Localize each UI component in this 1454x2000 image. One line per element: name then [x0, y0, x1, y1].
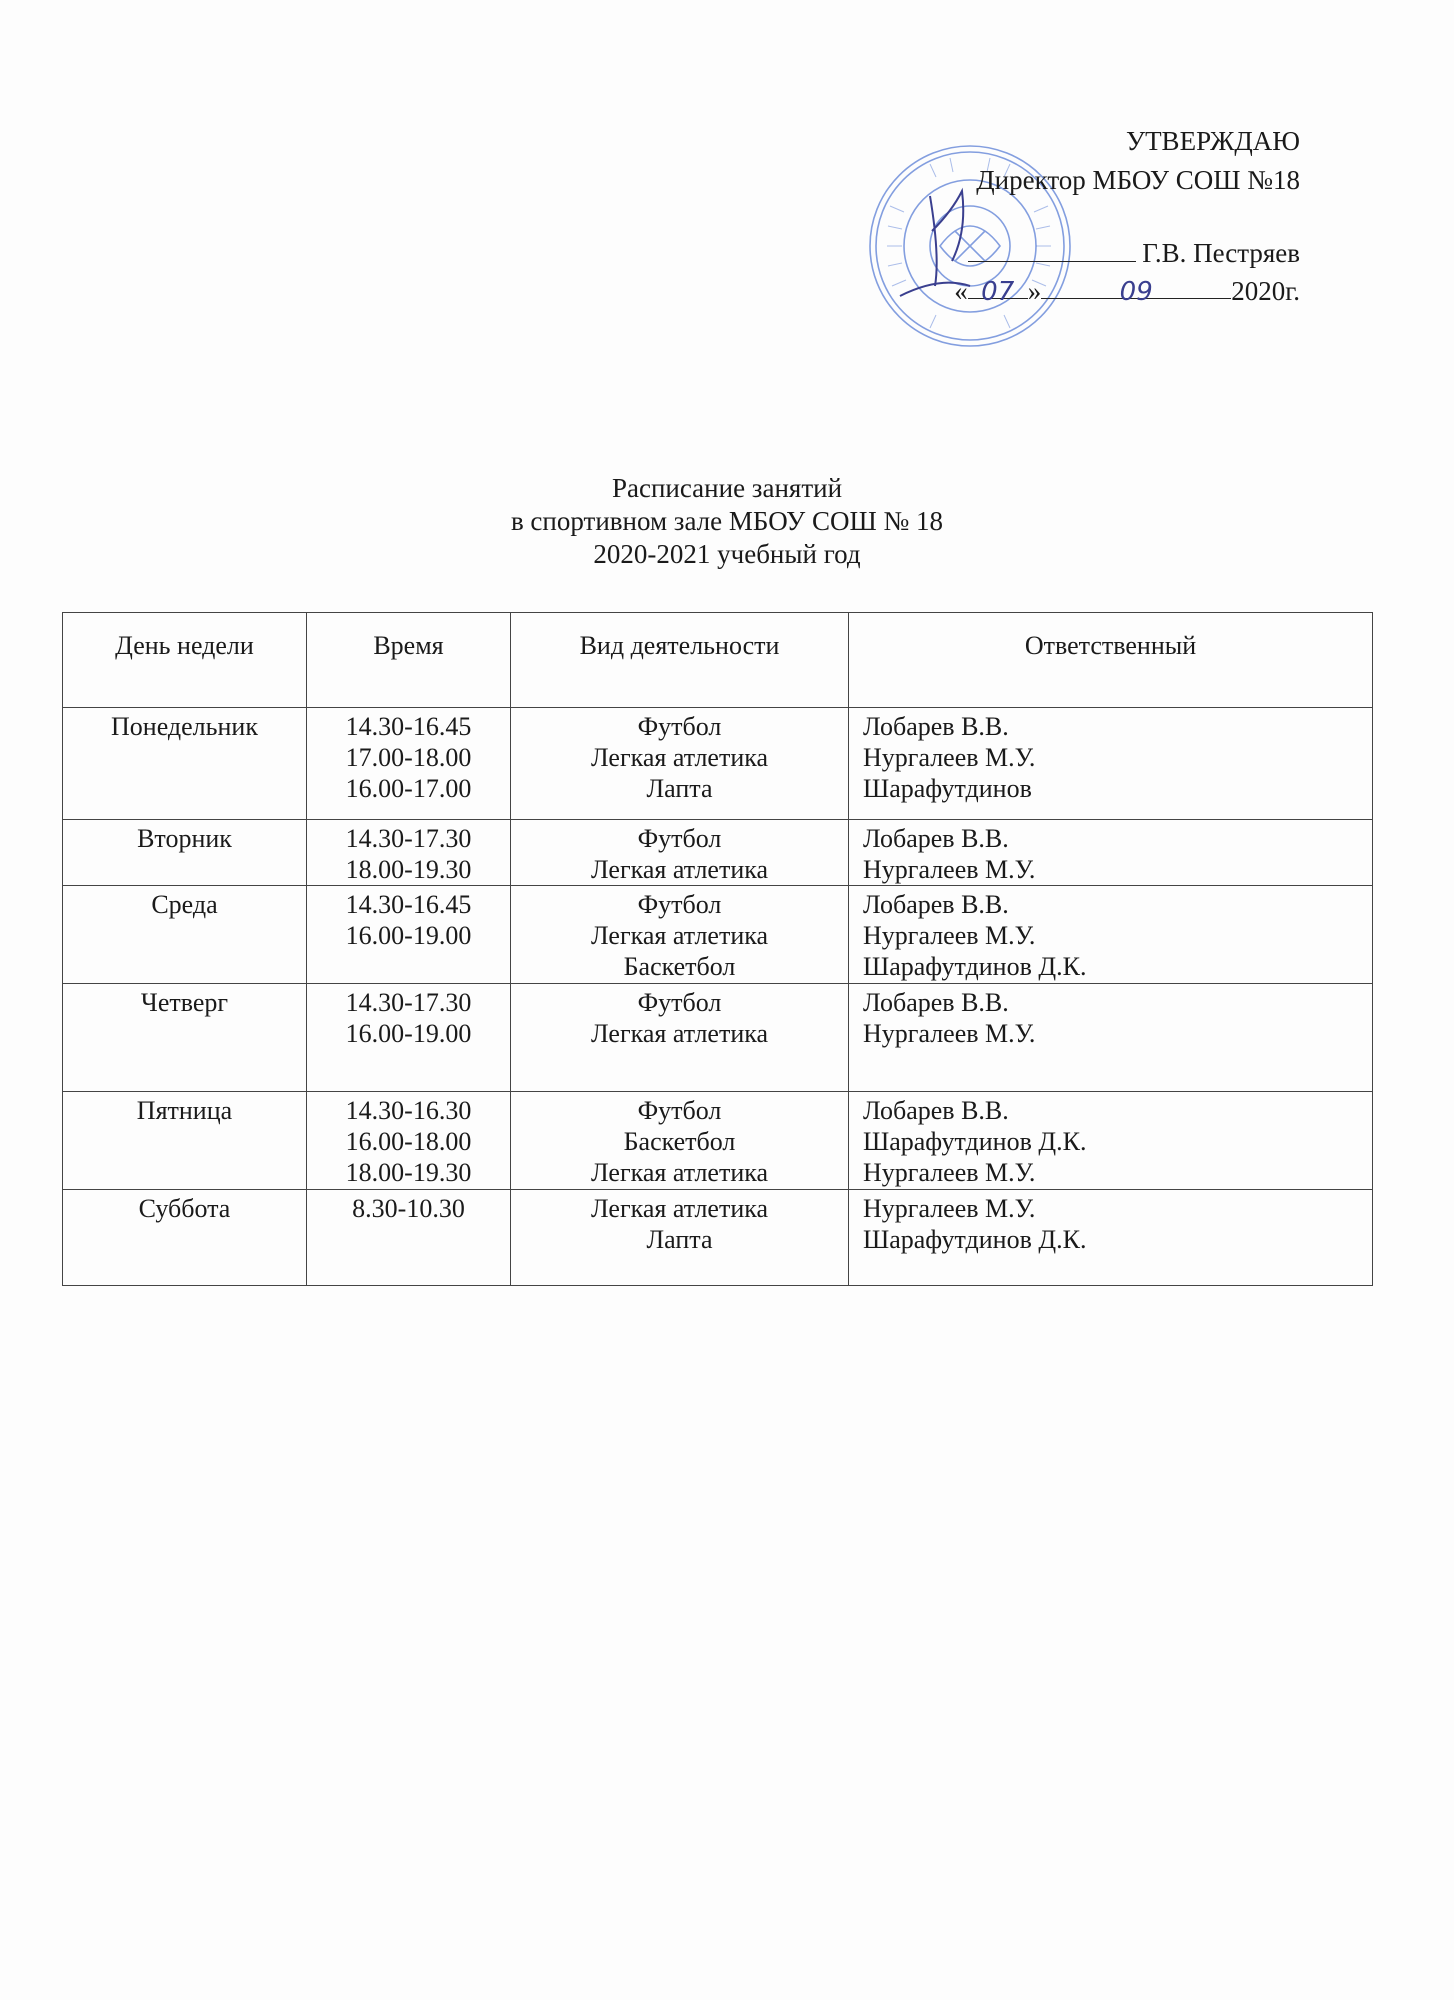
approval-position: Директор МБОУ СОШ №18 [976, 165, 1300, 195]
activity-cell [511, 708, 849, 820]
responsible-cell [849, 1190, 1373, 1286]
responsible-person: Нургалеев М.У. [863, 743, 1036, 772]
responsible-cell [849, 820, 1373, 886]
schedule-table [62, 612, 1373, 1286]
title-line-1: Расписание занятий [611, 473, 843, 503]
activity-item: Легкая атлетика [590, 1158, 769, 1187]
responsible-person: Шарафутдинов Д.К. [863, 1127, 1087, 1156]
table-row [63, 886, 1373, 984]
header-responsible: Ответственный [849, 613, 1373, 708]
time-cell [307, 984, 511, 1092]
approval-signature-line [968, 238, 1301, 269]
responsible-person: Нургалеев М.У. [863, 1019, 1036, 1048]
time-cell [307, 1092, 511, 1190]
title-line-3: 2020-2021 учебный год [593, 539, 861, 569]
responsible-person: Нургалеев М.У. [863, 1158, 1036, 1187]
responsible-cell [849, 1092, 1373, 1190]
time-cell [307, 1190, 511, 1286]
time-slot: 14.30-16.30 [345, 1096, 472, 1125]
time-slot: 14.30-17.30 [345, 988, 472, 1017]
activity-item: Баскетбол [623, 952, 736, 981]
activity-item: Футбол [637, 890, 722, 919]
activity-item: Футбол [637, 824, 722, 853]
activity-cell [511, 820, 849, 886]
approval-date-line: « 07 » 09 2020г. [954, 276, 1300, 307]
time-cell [307, 820, 511, 886]
responsible-person: Нургалеев М.У. [863, 921, 1036, 950]
activity-item: Легкая атлетика [590, 1019, 769, 1048]
responsible-person: Лобарев В.В. [863, 1096, 1009, 1125]
day-cell: Суббота [63, 1190, 307, 1286]
approval-block [860, 126, 1300, 346]
header-activity: Вид деятельности [511, 613, 849, 708]
approval-date-year: 2020г. [1231, 276, 1300, 306]
responsible-person: Лобарев В.В. [863, 988, 1009, 1017]
time-slot: 14.30-16.45 [345, 890, 472, 919]
table-row [63, 708, 1373, 820]
activity-item: Лапта [646, 1225, 713, 1254]
activity-item: Легкая атлетика [590, 743, 769, 772]
activity-item: Баскетбол [623, 1127, 736, 1156]
activity-cell [511, 1092, 849, 1190]
activity-cell [511, 1190, 849, 1286]
time-cell [307, 708, 511, 820]
activity-cell [511, 886, 849, 984]
responsible-person: Шарафутдинов Д.К. [863, 1225, 1087, 1254]
responsible-person: Шарафутдинов [863, 774, 1032, 803]
activity-cell [511, 984, 849, 1092]
approval-heading: УТВЕРЖДАЮ [1125, 126, 1300, 156]
time-slot: 16.00-18.00 [345, 1127, 472, 1156]
day-cell: Пятница [63, 1092, 307, 1190]
table-header-row [63, 613, 1373, 708]
responsible-cell [849, 708, 1373, 820]
time-slot: 14.30-16.45 [345, 712, 472, 741]
table-row [63, 1190, 1373, 1286]
activity-item: Лапта [646, 774, 713, 803]
time-slot: 16.00-17.00 [345, 774, 472, 803]
responsible-person: Лобарев В.В. [863, 712, 1009, 741]
table-row [63, 1092, 1373, 1190]
table-row [63, 820, 1373, 886]
approval-date-month: 09 [1119, 277, 1153, 307]
time-slot: 8.30-10.30 [352, 1194, 465, 1223]
table-row [63, 984, 1373, 1092]
time-slot: 16.00-19.00 [345, 921, 472, 950]
responsible-person: Лобарев В.В. [863, 890, 1009, 919]
responsible-cell [849, 886, 1373, 984]
activity-item: Легкая атлетика [590, 921, 769, 950]
responsible-person: Нургалеев М.У. [863, 1194, 1036, 1223]
day-cell: Четверг [63, 984, 307, 1092]
time-slot: 16.00-19.00 [345, 1019, 472, 1048]
header-time: Время [307, 613, 511, 708]
activity-item: Легкая атлетика [590, 855, 769, 884]
responsible-person: Лобарев В.В. [863, 824, 1009, 853]
time-slot: 18.00-19.30 [345, 1158, 472, 1187]
time-slot: 18.00-19.30 [345, 855, 472, 884]
responsible-person: Шарафутдинов Д.К. [863, 952, 1087, 981]
title-line-2: в спортивном зале МБОУ СОШ № 18 [510, 506, 944, 536]
header-day: День недели [63, 613, 307, 708]
approval-date-day: 07 [981, 277, 1015, 307]
time-slot: 17.00-18.00 [345, 743, 472, 772]
activity-item: Футбол [637, 712, 722, 741]
approval-signatory: Г.В. Пестряев [1142, 238, 1300, 268]
activity-item: Легкая атлетика [590, 1194, 769, 1223]
responsible-person: Нургалеев М.У. [863, 855, 1036, 884]
day-cell: Вторник [63, 820, 307, 886]
day-cell: Среда [63, 886, 307, 984]
time-slot: 14.30-17.30 [345, 824, 472, 853]
activity-item: Футбол [637, 988, 722, 1017]
activity-item: Футбол [637, 1096, 722, 1125]
time-cell [307, 886, 511, 984]
schedule-title [0, 472, 1454, 571]
day-cell: Понедельник [63, 708, 307, 820]
responsible-cell [849, 984, 1373, 1092]
